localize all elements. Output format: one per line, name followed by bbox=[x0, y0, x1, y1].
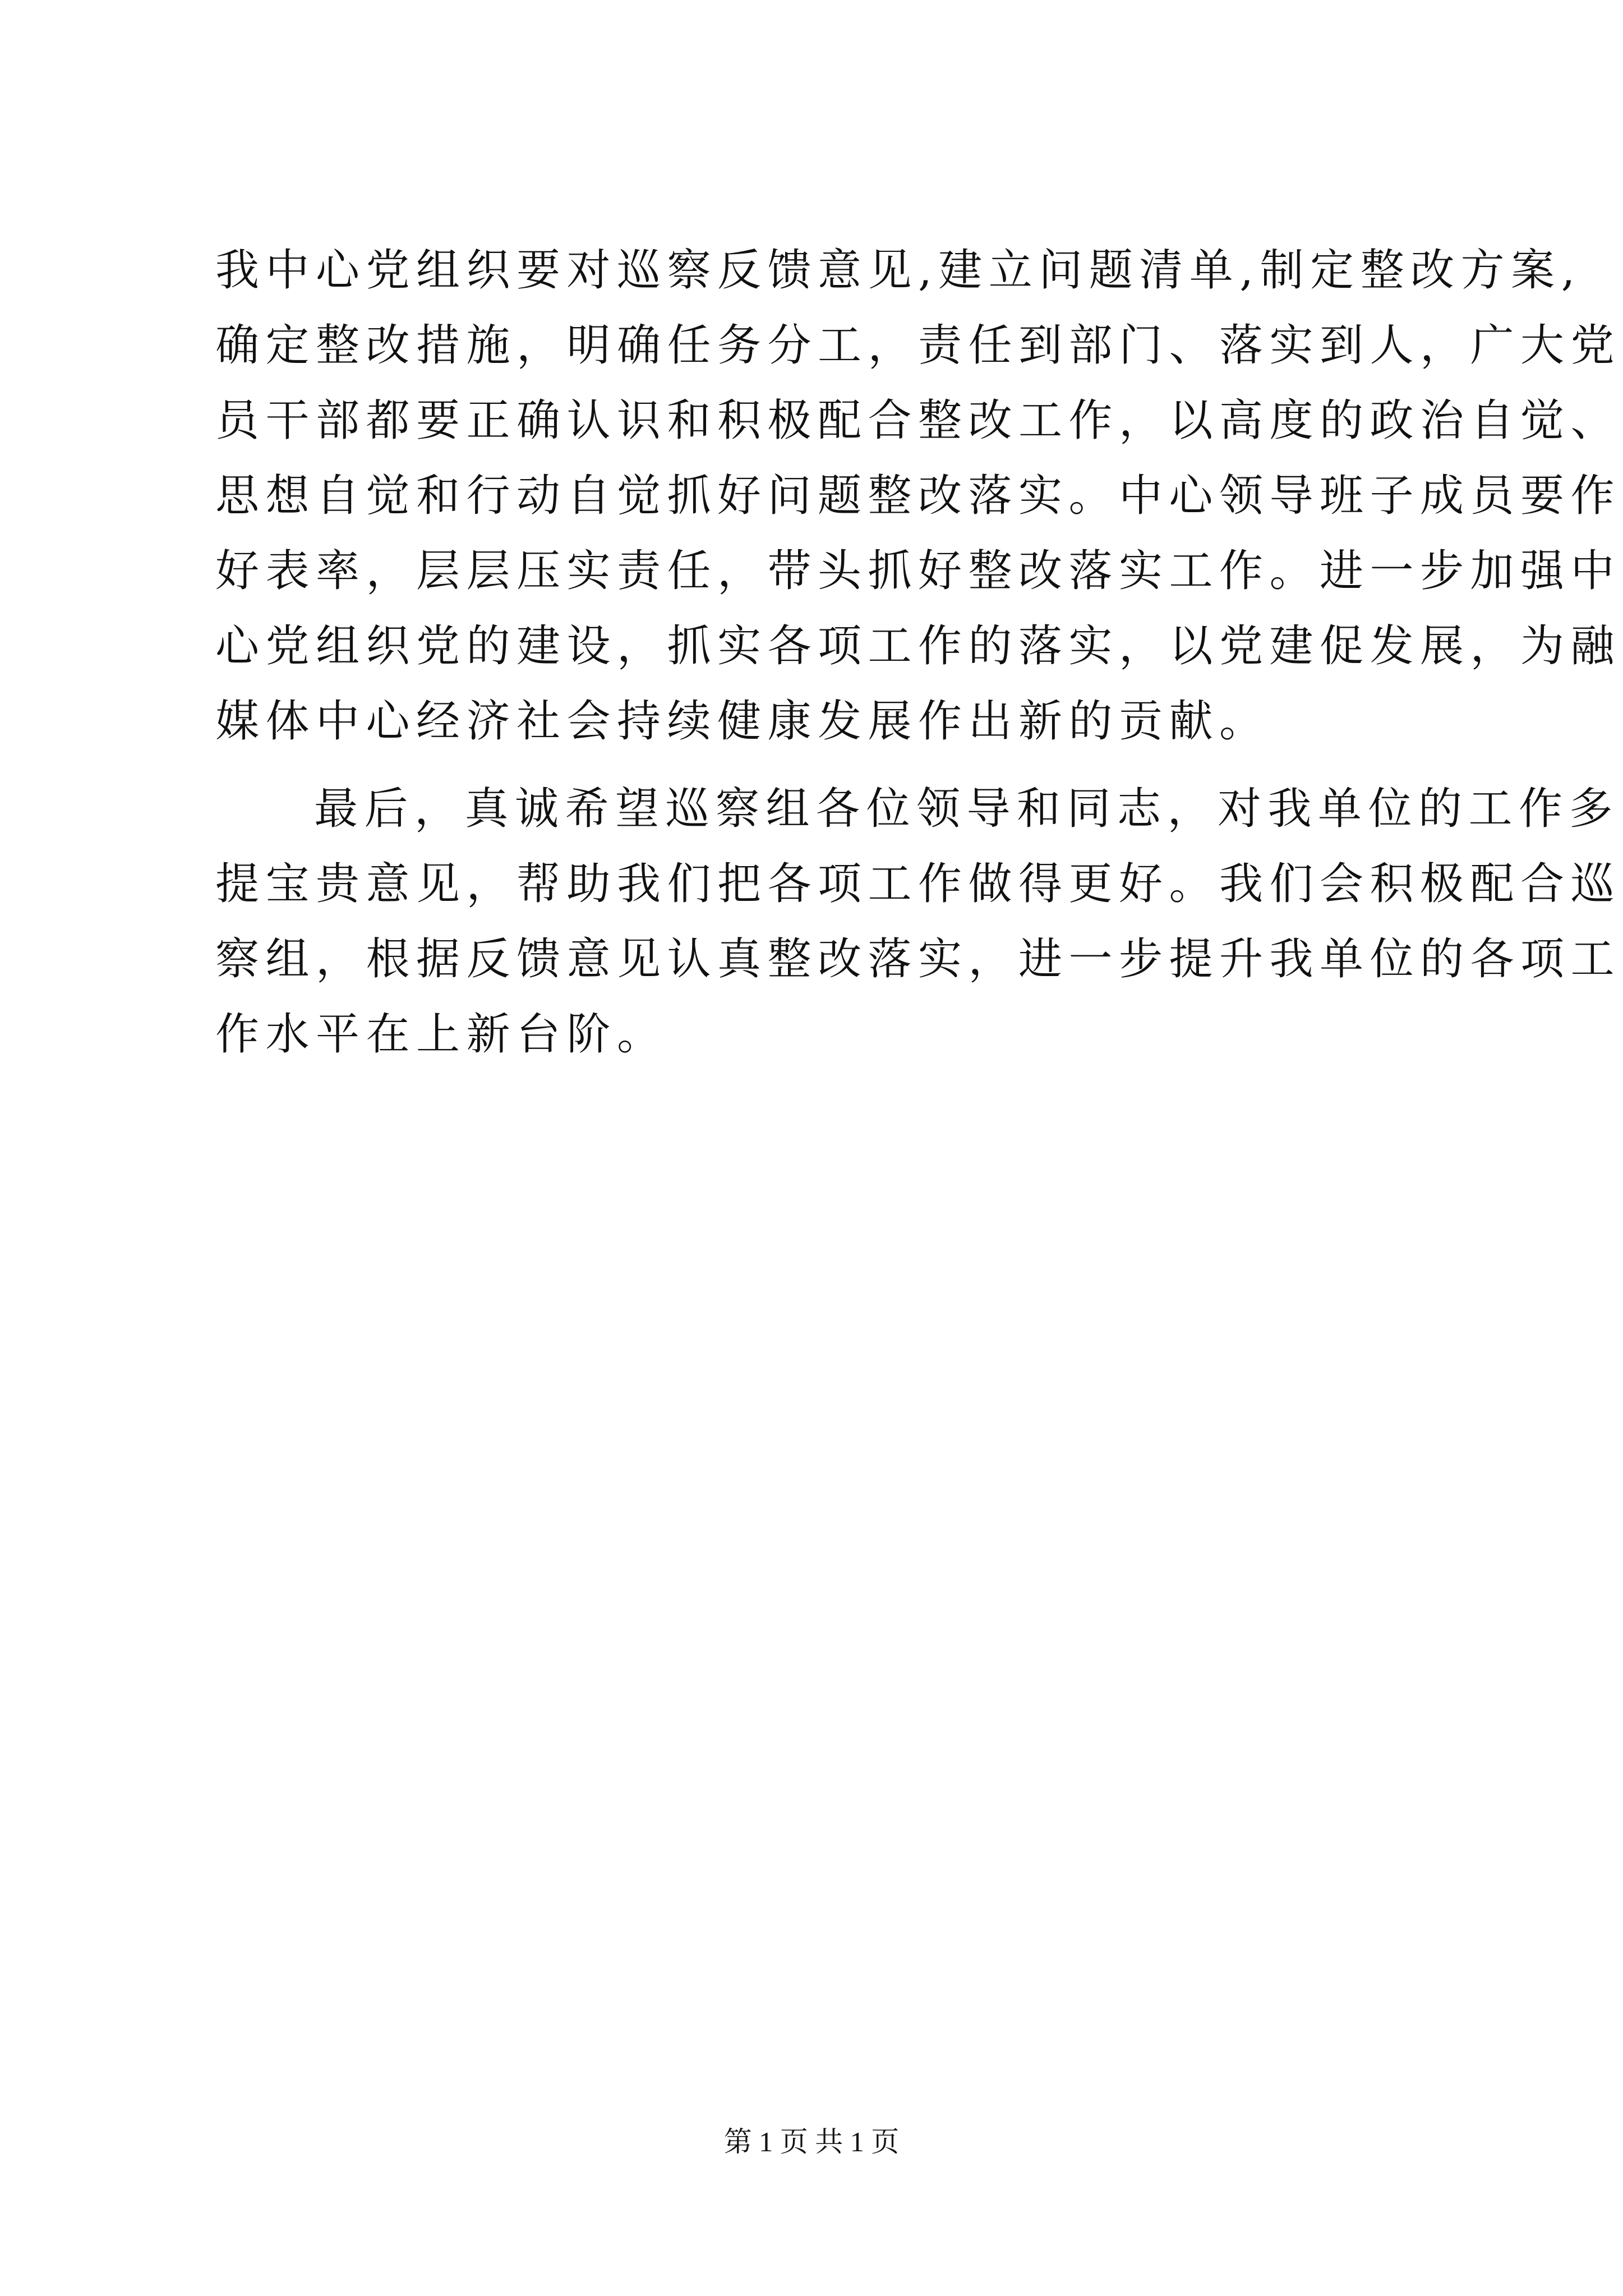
paragraph-2-line-3: 察组，根据反馈意见认真整改落实，进一步提升我单位的各项工 bbox=[215, 934, 1621, 984]
paragraph-1-line-7: 媒体中心经济社会持续健康发展作出新的贡献。 bbox=[215, 696, 1270, 747]
paragraph-1-line-1: 我中心党组织要对巡察反馈意见,建立问题清单,制定整改方案, bbox=[215, 245, 1581, 296]
paragraph-1-line-3: 员干部都要正确认识和积极配合整改工作，以高度的政治自觉、 bbox=[215, 395, 1621, 446]
paragraph-2-line-2: 提宝贵意见，帮助我们把各项工作做得更好。我们会积极配合巡 bbox=[215, 859, 1621, 909]
page-number-footer: 第 1 页 共 1 页 bbox=[723, 2126, 900, 2157]
paragraph-1-line-4: 思想自觉和行动自觉抓好问题整改落实。中心领导班子成员要作 bbox=[215, 471, 1621, 521]
paragraph-2-line-1: 最后，真诚希望巡察组各位领导和同志，对我单位的工作多 bbox=[314, 784, 1620, 834]
paragraph-2-line-4: 作水平在上新台阶。 bbox=[215, 1009, 667, 1060]
paragraph-1-line-2: 确定整改措施，明确任务分工，责任到部门、落实到人，广大党 bbox=[215, 320, 1621, 371]
paragraph-1-line-5: 好表率，层层压实责任，带头抓好整改落实工作。进一步加强中 bbox=[215, 546, 1621, 596]
paragraph-1-line-6: 心党组织党的建设，抓实各项工作的落实，以党建促发展，为融 bbox=[215, 621, 1621, 671]
